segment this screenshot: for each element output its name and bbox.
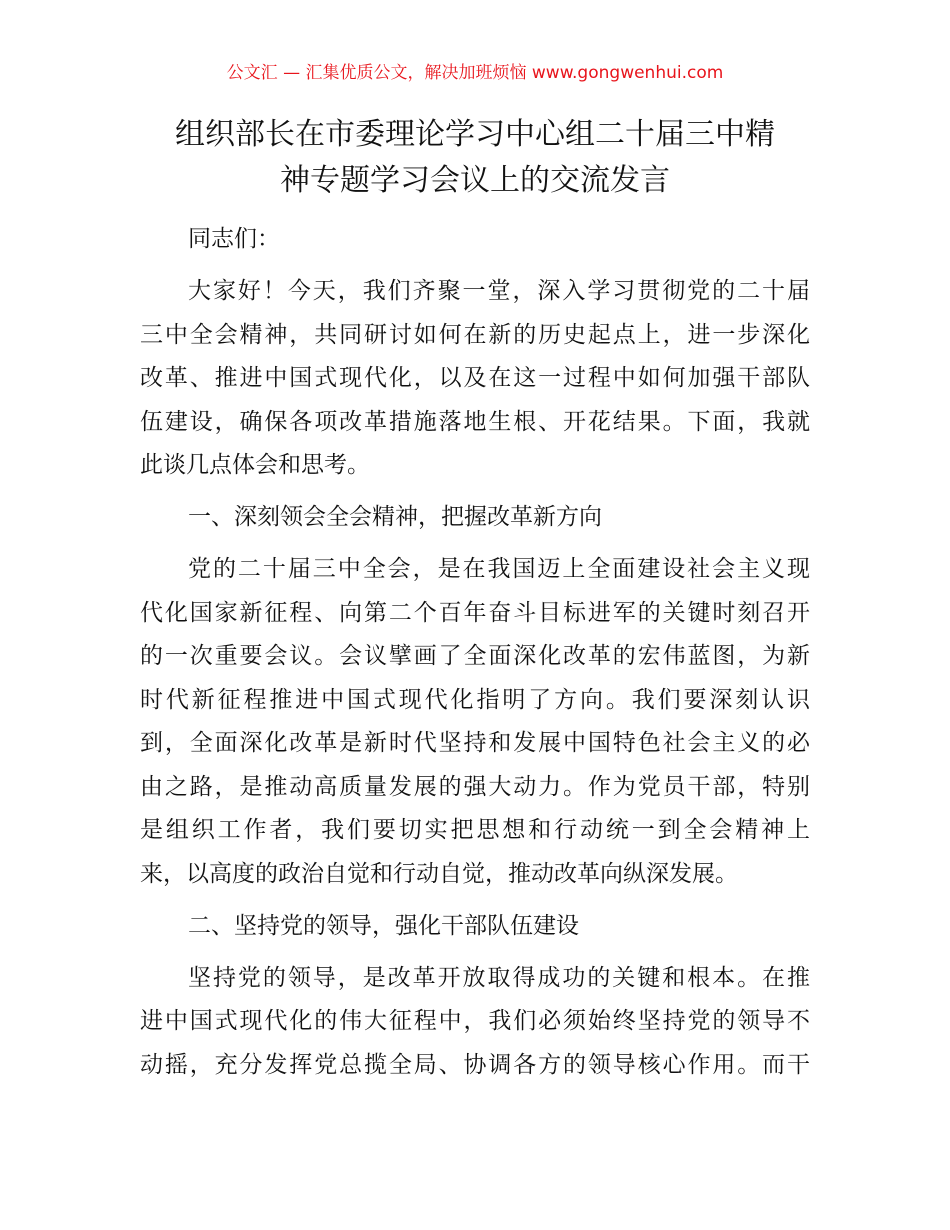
text-line: 改革、推进中国式现代化，以及在这一过程中如何加强干部队 — [140, 365, 810, 391]
text-line: 代化国家新征程、向第二个百年奋斗目标进军的关键时刻召开 — [140, 599, 810, 626]
paragraph — [140, 957, 810, 1088]
text-line: 到，全面深化改革是新时代坚持和发展中国特色社会主义的必 — [140, 730, 810, 756]
text-line: 由之路，是推动高质量发展的强大动力。作为党员干部，特别 — [140, 773, 810, 800]
document-body — [140, 218, 810, 1096]
text-line: 的一次重要会议。会议擘画了全面深化改革的宏伟蓝图，为新 — [140, 643, 810, 669]
paragraph — [140, 270, 810, 488]
paragraph — [140, 548, 810, 896]
text-line: 三中全会精神，共同研讨如何在新的历史起点上，进一步深化 — [140, 321, 810, 348]
title-line: 组织部长在市委理论学习中心组二十届三中精 — [175, 117, 775, 152]
text-line: 伍建设，确保各项改革措施落地生根、开花结果。下面，我就 — [140, 408, 810, 435]
text-line: 时代新征程推进中国式现代化指明了方向。我们要深刻认识 — [140, 686, 810, 713]
text-line: 是组织工作者，我们要切实把思想和行动统一到全会精神上 — [140, 817, 810, 843]
text-line: 二、坚持党的领导，强化干部队伍建设 — [188, 912, 579, 939]
text-line: 动摇，充分发挥党总揽全局、协调各方的领导核心作用。而干 — [140, 1051, 810, 1078]
title-line: 神专题学习会议上的交流发言 — [280, 163, 670, 198]
text-line: 党的二十届三中全会，是在我国迈上全面建设社会主义现 — [188, 556, 810, 582]
section-heading — [140, 496, 810, 540]
site-banner: 公文汇 — 汇集优质公文，解决加班烦恼 www.gongwenhui.com — [226, 63, 724, 83]
text-line: 大家好！今天，我们齐聚一堂，深入学习贯彻党的二十届 — [188, 278, 810, 304]
section-heading — [140, 905, 810, 949]
text-line: 进中国式现代化的伟大征程中，我们必须始终坚持党的领导不 — [140, 1008, 810, 1034]
text-line: 一、深刻领会全会精神，把握改革新方向 — [188, 504, 602, 530]
text-line: 坚持党的领导，是改革开放取得成功的关键和根本。在推 — [188, 964, 810, 991]
document-title — [140, 112, 810, 204]
salutation: 同志们： — [188, 226, 280, 252]
text-line: 此谈几点体会和思考。 — [140, 452, 370, 478]
text-line: 来，以高度的政治自觉和行动自觉，推动改革向纵深发展。 — [140, 860, 738, 887]
